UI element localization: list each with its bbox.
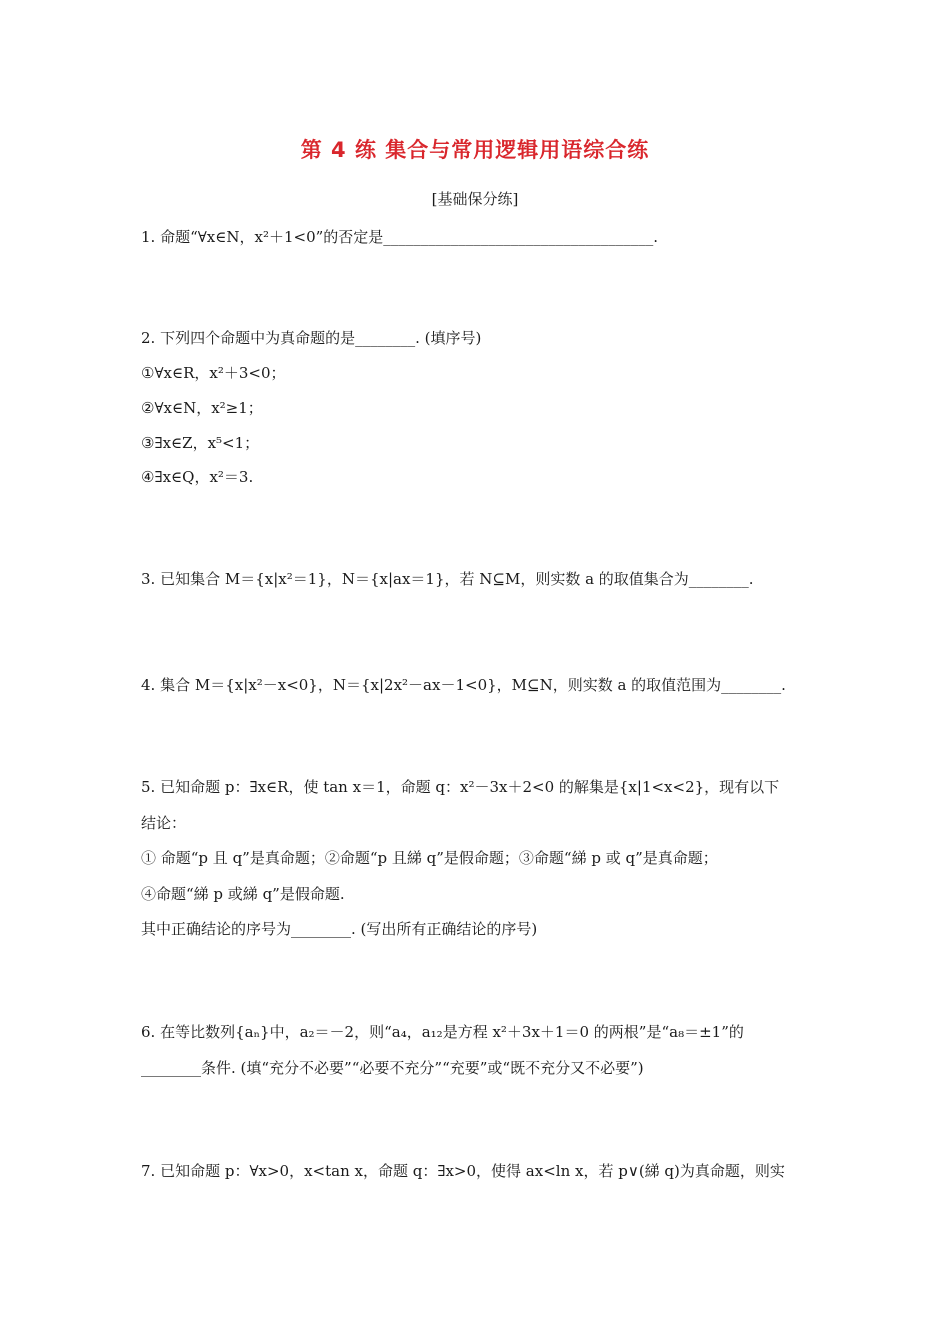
question-2-option-1: ①∀x∈R，x²＋3<0； <box>141 364 286 382</box>
question-4: 4. 集合 M＝{x|x²－x<0}，N＝{x|2x²－ax－1<0}，M⊆N，则实数 a 的取值范围为________. <box>141 676 786 694</box>
question-5-line-1: 5. 已知命题 p：∃x∈R，使 tan x＝1，命题 q：x²－3x＋2<0 的解集是{x|1<x<2}，现有以下 <box>141 778 780 796</box>
question-2-option-4: ④∃x∈Q，x²＝3. <box>141 468 254 486</box>
question-5-line-3: ① 命题“p 且 q”是真命题；②命题“p 且綈 q”是假命题；③命题“綈 p 或 q”是真命题； <box>141 849 718 867</box>
question-1: 1. 命题“∀x∈N，x²＋1<0”的否定是____________________________________. <box>141 228 659 246</box>
question-5-line-4: ④命题“綈 p 或綈 q”是假命题. <box>141 885 345 903</box>
question-2-stem: 2. 下列四个命题中为真命题的是________. (填序号) <box>141 329 482 347</box>
question-6-line-1: 6. 在等比数列{aₙ}中，a₂＝－2，则“a₄，a₁₂是方程 x²＋3x＋1＝0 的两根”是“a₈＝±1”的 <box>141 1023 744 1041</box>
question-2-option-3: ③∃x∈Z，x⁵<1； <box>141 434 260 452</box>
question-5-line-2: 结论： <box>141 814 187 832</box>
section-label: [基础保分练] <box>431 190 519 208</box>
page-title: 第 4 练 集合与常用逻辑用语综合练 <box>300 138 650 162</box>
question-7-line-1: 7. 已知命题 p：∀x>0，x<tan x，命题 q：∃x>0，使得 ax<ln x，若 p∨(綈 q)为真命题，则实 <box>141 1162 785 1180</box>
question-3: 3. 已知集合 M＝{x|x²＝1}，N＝{x|ax＝1}，若 N⊆M，则实数 a 的取值集合为________. <box>141 570 754 588</box>
question-6-line-2: ________条件. (填“充分不必要”“必要不充分”“充要”或“既不充分又不必要”) <box>141 1059 644 1077</box>
question-5-line-5: 其中正确结论的序号为________. (写出所有正确结论的序号) <box>141 920 538 938</box>
question-2-option-2: ②∀x∈N，x²≥1； <box>141 399 263 417</box>
